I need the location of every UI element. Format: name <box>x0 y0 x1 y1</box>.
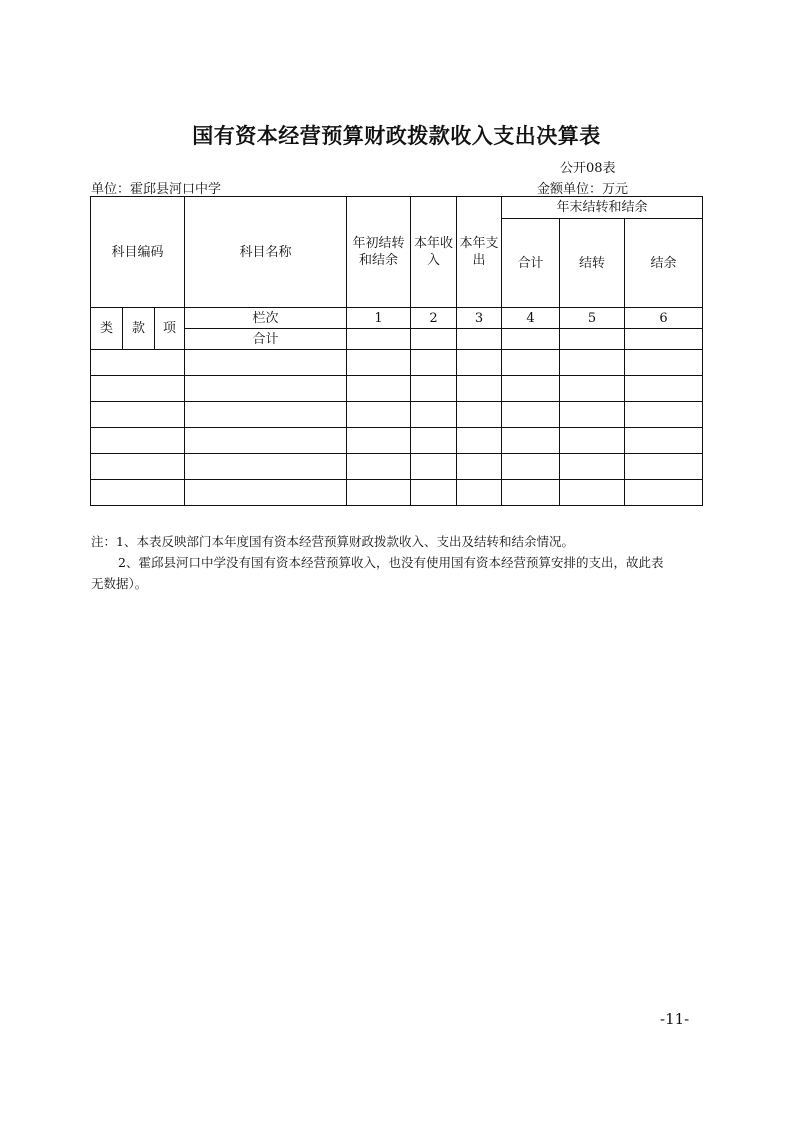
header-begin-balance: 年初结转 和结余 <box>347 197 411 308</box>
page-number: -11- <box>660 1010 690 1028</box>
note-line-2: 2、霍邱县河口中学没有国有资本经营预算收入，也没有使用国有资本经营预算安排的支出，故此表 <box>118 555 664 570</box>
index-label: 栏次 <box>185 308 347 329</box>
amount-unit-label: 金额单位：万元 <box>537 182 629 197</box>
total-cell <box>457 329 502 350</box>
index-cell: 2 <box>411 308 457 329</box>
index-cell: 1 <box>347 308 411 329</box>
header-end-surplus: 结余 <box>625 219 703 308</box>
header-end-total: 合计 <box>502 219 560 308</box>
table-row <box>91 480 703 506</box>
total-cell <box>560 329 625 350</box>
header-end-carry: 结转 <box>560 219 625 308</box>
header-end-group: 年末结转和结余 <box>502 197 703 219</box>
header-income: 本年收 入 <box>411 197 457 308</box>
unit-label: 单位：霍邱县河口中学 <box>91 182 222 197</box>
index-cell: 5 <box>560 308 625 329</box>
note-line-3: 无数据）。 <box>91 576 148 591</box>
total-cell <box>347 329 411 350</box>
table-row <box>91 350 703 376</box>
notes <box>91 531 711 594</box>
code-category: 类 <box>91 308 123 350</box>
header-expense: 本年支 出 <box>457 197 502 308</box>
total-cell <box>625 329 703 350</box>
code-section: 款 <box>123 308 155 350</box>
total-cell <box>502 329 560 350</box>
budget-table <box>90 196 703 506</box>
total-cell <box>411 329 457 350</box>
header-code: 科目编码 <box>91 197 185 308</box>
code-item: 项 <box>155 308 185 350</box>
note-line-1: 注：1、本表反映部门本年度国有资本经营预算财政拨款收入、支出及结转和结余情况。 <box>91 534 574 549</box>
header-name: 科目名称 <box>185 197 347 308</box>
form-number: 公开08表 <box>560 161 616 176</box>
index-cell: 3 <box>457 308 502 329</box>
table-row <box>91 402 703 428</box>
table-row <box>91 376 703 402</box>
table-row <box>91 428 703 454</box>
index-cell: 4 <box>502 308 560 329</box>
report-title: 国有资本经营预算财政拨款收入支出决算表 <box>192 124 601 148</box>
index-cell: 6 <box>625 308 703 329</box>
total-label: 合计 <box>185 329 347 350</box>
table-row <box>91 454 703 480</box>
